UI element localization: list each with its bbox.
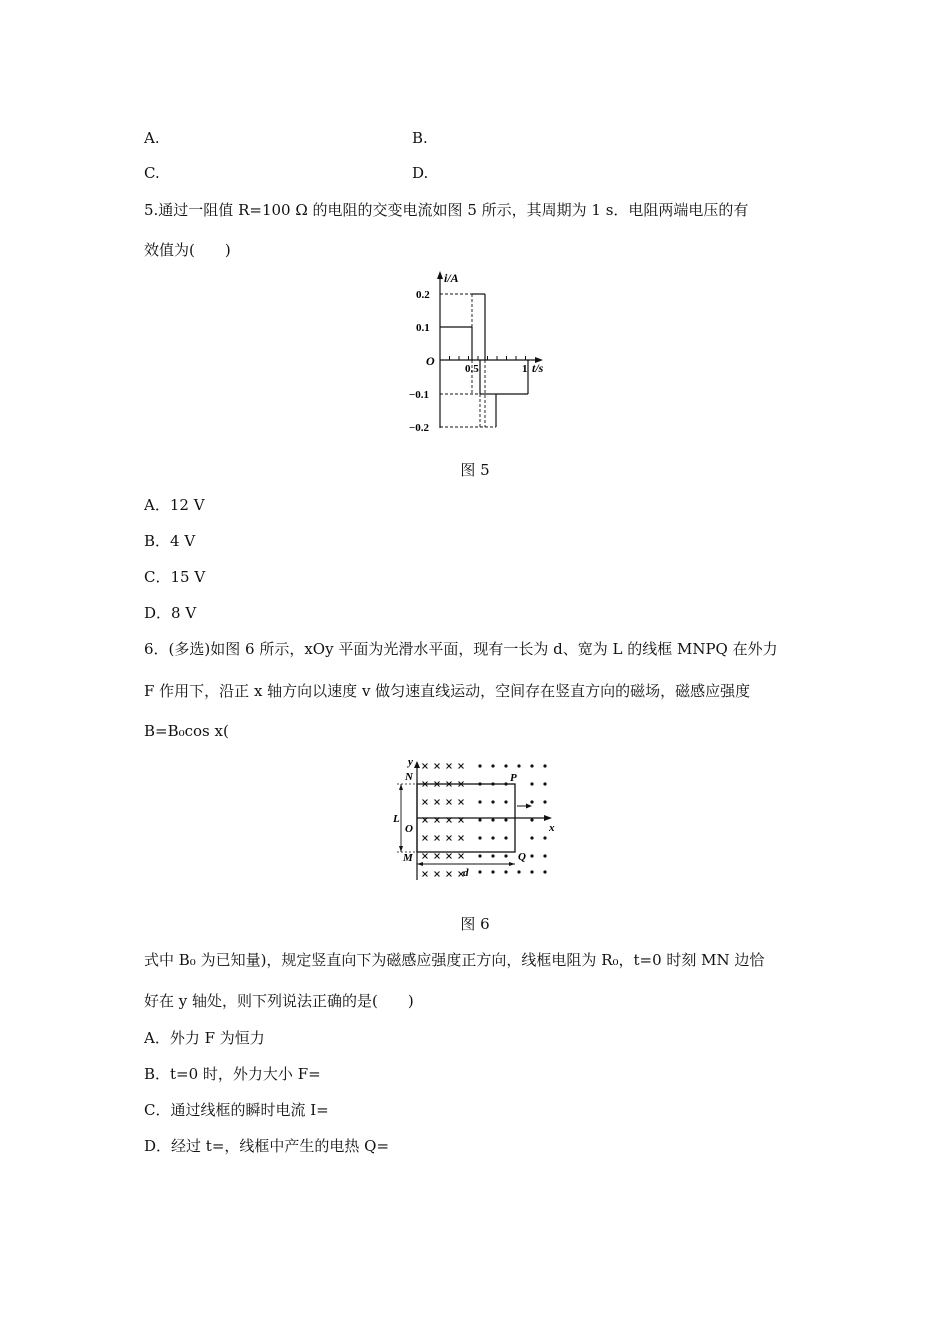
q6-y-axis-label: y bbox=[408, 756, 413, 768]
q5-option-c: C．15 V bbox=[144, 568, 206, 586]
q6-origin-label: O bbox=[405, 823, 413, 835]
q5-option-a: A．12 V bbox=[144, 496, 205, 514]
q5-x-tick: 1 bbox=[522, 363, 528, 375]
q6-option-a: A．外力 F 为恒力 bbox=[144, 1029, 265, 1047]
q6-stem-line5: 好在 y 轴处，则下列说法正确的是( ) bbox=[144, 992, 414, 1010]
q5-y-tick: 0.1 bbox=[416, 322, 430, 334]
q5-stem-line1: 5.通过一阻值 R=100 Ω 的电阻的交变电流如图 5 所示，其周期为 1 s．电阻两端电压的有 bbox=[144, 201, 749, 219]
q5-current-graph bbox=[404, 268, 564, 448]
q5-y-tick: −0.2 bbox=[409, 422, 430, 434]
q6-option-b: B．t=0 时，外力大小 F= bbox=[144, 1065, 321, 1083]
q6-stem-line4: 式中 B₀ 为已知量)，规定竖直向下为磁感应强度正方向，线框电阻为 R₀，t=0 时刻 MN 边恰 bbox=[144, 951, 765, 969]
q6-width-label: L bbox=[393, 813, 400, 825]
option-c-top: C. bbox=[144, 164, 160, 182]
q5-x-axis-label: t/s bbox=[532, 361, 544, 375]
q5-stem-line2: 效值为( ) bbox=[144, 241, 231, 259]
q6-length-label: d bbox=[463, 867, 469, 879]
q5-y-axis-label: i/A bbox=[444, 271, 459, 285]
q6-corner-m-label: M bbox=[403, 852, 413, 864]
option-d-top: D. bbox=[412, 164, 429, 182]
q5-x-tick: 0.5 bbox=[465, 363, 479, 375]
q6-option-d: D．经过 t=，线框中产生的电热 Q= bbox=[144, 1137, 390, 1155]
q5-y-tick: 0.2 bbox=[416, 289, 430, 301]
q5-origin-label: O bbox=[426, 354, 435, 368]
q5-y-tick: −0.1 bbox=[409, 389, 430, 401]
q6-figure-caption: 图 6 bbox=[460, 915, 490, 933]
q6-corner-n-label: N bbox=[405, 771, 413, 783]
q5-figure-caption: 图 5 bbox=[460, 461, 490, 479]
q5-option-b: B．4 V bbox=[144, 532, 196, 550]
q6-corner-q-label: Q bbox=[518, 851, 526, 863]
q6-stem-line3: B=B₀cos x( bbox=[144, 722, 229, 740]
q5-option-d: D．8 V bbox=[144, 604, 197, 622]
option-a-top: A. bbox=[144, 129, 160, 147]
q6-x-axis-label: x bbox=[549, 822, 555, 834]
option-b-top: B. bbox=[412, 129, 428, 147]
q6-stem-line1: 6．(多选)如图 6 所示，xOy 平面为光滑水平面，现有一长为 d、宽为 L 的线框 MNPQ 在外力 bbox=[144, 640, 778, 658]
q6-option-c: C．通过线框的瞬时电流 I= bbox=[144, 1101, 329, 1119]
q6-corner-p-label: P bbox=[510, 772, 517, 784]
q6-field-diagram bbox=[392, 756, 562, 886]
q6-stem-line2: F 作用下，沿正 x 轴方向以速度 v 做匀速直线运动，空间存在竖直方向的磁场，磁感应强度 bbox=[144, 682, 751, 700]
